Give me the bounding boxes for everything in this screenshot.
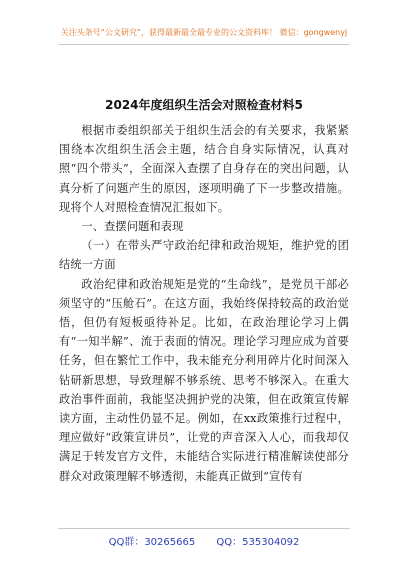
footer-qq-contact: QQ：535304092 [216, 537, 300, 548]
footer [0, 533, 408, 548]
header-divider [58, 44, 350, 45]
footer-divider [58, 528, 350, 529]
header-banner: 关注头条号“公文研究”，获得最新最全最专业的公文资料库！ 微信：gongwenyj [60, 28, 348, 37]
footer-qq-group: QQ群：30265665 [108, 537, 196, 548]
subsection-heading: （一）在带头严守政治纪律和政治规矩，维护党的团结统一方面 [59, 239, 349, 272]
document-title: 2024年度组织生活会对照检查材料5 [105, 98, 303, 112]
intro-paragraph: 根据市委组织部关于组织生活会的有关要求，我紧紧围绕本次组织生活会主题，结合自身实际情况，认真对照“四个带头”，全面深入查摆了自身存在的突出问题，认真分析了问题产生的原因，逐项明确了下一步整改措施。现将个人对照检查情况汇报如下。 [59, 124, 349, 214]
section-heading: 一、查摆问题和表现 [81, 220, 184, 234]
body-paragraph: 政治纪律和政治规矩是党的“生命线”，是党员干部必须坚守的“压舱石”。在这方面，我始终保持较高的政治觉悟，但仍有短板亟待补足。比如，在政治理论学习上偶有“一知半解”、流于表面的情况。理论学习理应成为首要任务，但在繁忙工作中，我未能充分利用碎片化时间深入钻研新思想，导致理解不够系统、思考不够深入。在重大政治事件面前，我能坚决拥护党的决策，但在政策宣传解读方面，主动性仍显不足。例如，在xx政策推行过程中，理应做好“政策宣讲员”，让党的声音深入人心，而我却仅满足于转发官方文件，未能结合实际进行精准解读使部分群众对政策理解不够透彻，未能真正做到“宣传有 [59, 277, 349, 483]
document-body [59, 121, 349, 486]
